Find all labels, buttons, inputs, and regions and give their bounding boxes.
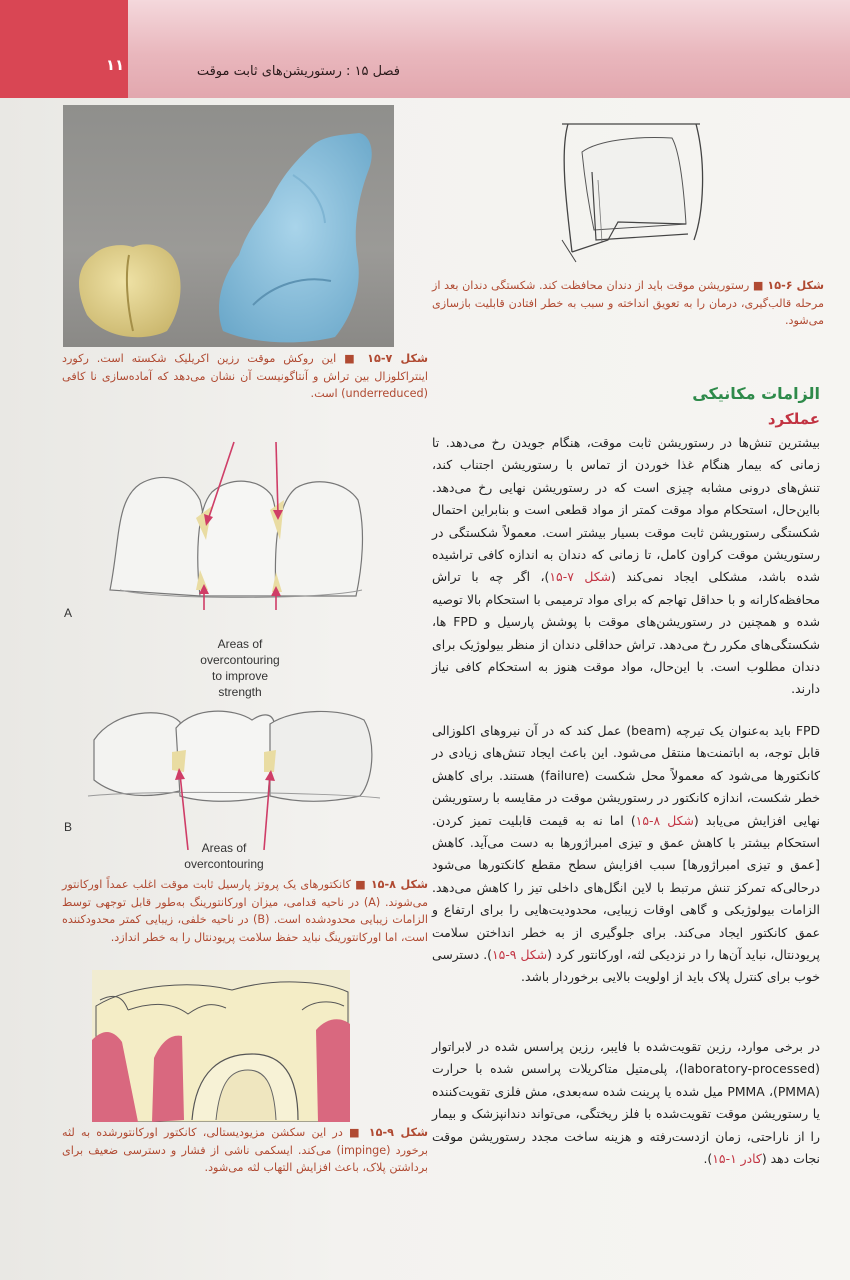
p1-text-b: )، اگر چه با تراش محافظه‌کارانه و با حداقل تهاجم که برای مواد ترمیمی با استحکام بالا توصیه شده و همچنین در رستوریشن‌های موقت با پوشش پارسیل و FPD ها، شکستگی‌های مکرر رخ می‌دهد. تراش حداقلی دندان از منظر بیولوژیک برای دندان مطلوب است. با این‌حال، مواد موقت هنوز به استحکام کافی نیاز دارند. [432, 569, 820, 697]
p2-text-a: FPD باید به‌عنوان یک تیرچه (beam) عمل کند که در آن نیروهای اکلوزالی قابل توجه، به اباتمنت‌ها منتقل می‌شود. این باعث ایجاد تنش‌های زیادی در کانکتورها می‌شود که معمولاً محل شکست (failure) هستند. برای کاهش خطر شکست، اندازه کانکتور در رستوریشن موقت در مقایسه با رستوریشن نهایی افزایش می‌یابد ( [432, 723, 820, 828]
figure-15-7-image [63, 105, 394, 347]
figure-15-8b-annotation [164, 840, 284, 872]
figure-15-8b-drawing [84, 700, 384, 850]
annot-a-line-3: to improve [211, 669, 269, 683]
page-number: ۱۱ [105, 56, 125, 74]
figure-15-8-panel-b: B [63, 820, 72, 834]
section-heading: الزامات مکانیکی [692, 384, 820, 403]
figure-15-6-text: رستوریشن موقت باید از دندان محافظت کند. شکستگی دندان بعد از مرحله قالب‌گیری، درمان را به تعویق انداخته و سبب به خطر افتادن قابلیت بازسازی می‌شود. [432, 279, 824, 328]
figure-15-8-panel-a: A [63, 606, 72, 620]
p2-fig-ref-1[interactable]: شکل ۸-۱۵ [635, 812, 694, 828]
p3-box-ref[interactable]: کادر ۱-۱۵ [712, 1151, 762, 1167]
annot-a-line-1: Areas of [217, 637, 263, 651]
annot-b-line-2: overcontouring [184, 857, 264, 871]
p1-fig-ref[interactable]: شکل ۷-۱۵ [549, 569, 611, 585]
figure-15-9-label: شکل ۹-۱۵ ■ [346, 1126, 428, 1139]
figure-15-6-label: شکل ۶-۱۵ ■ [752, 279, 825, 292]
chapter-title: فصل ۱۵ : رستوریشن‌های ثابت موقت [196, 64, 400, 79]
figure-15-6-drawing [548, 112, 718, 272]
section-subheading: عملکرد [767, 410, 820, 428]
figure-15-8-label: شکل ۸-۱۵ ■ [354, 878, 428, 891]
figure-15-7-text: این روکش موقت رزین اکریلیک شکسته است. رکورد اینتراکلوزال بین تراش و آنتاگونیست آن نشان می‌دهد که آماده‌سازی نا کافی (underreduced) است. [62, 352, 428, 401]
p3-text-a: در برخی موارد، رزین تقویت‌شده با فایبر، رزین پراسس شده در لابراتوار (laboratory-processed)، پلی‌متیل متاکریلات پراسس شده با حرارت (PMMA)، PMMA میل شده یا پرینت شده سه‌بعدی، مش فلزی تقویت‌کننده یا رستوریشن موقت تقویت‌شده با فلز ریختگی، می‌تواند دندانپزشک و بیمار را از ناراحتی، زمان ازدست‌رفته و هزینه ساخت مجدد رستوریشن موقت نجات دهد ( [432, 1039, 821, 1167]
p2-text-c: ). دسترسی خوب برای کنترل پلاک باید از اولویت بالایی برخوردار باشد. [432, 947, 820, 985]
figure-15-7-label: شکل ۷-۱۵ ■ [339, 352, 428, 365]
p3-text-b: ). [703, 1151, 713, 1167]
figure-15-9-drawing [92, 970, 350, 1122]
figure-15-7-caption [62, 350, 428, 403]
p1-text-a: بیشترین تنش‌ها در رستوریشن ثابت موقت، هنگام جویدن رخ می‌دهد. تا زمانی که بیمار هنگام غذا خوردن از تماس با رستوریشن اجتناب کند، تنش‌های درونی مشابه چیزی است که در رستوریشن نهایی رخ می‌دهد. بااین‌حال، استحکام مواد موقت کمتر از مواد قطعی است و بنابراین احتمال شکستگی رستوریشن ثابت موقت بسیار بیشتر است. معمولاً شکستگی در رستوریشن موقت کراون کامل، تا زمانی که دندان به اندازه کافی تراشیده شده باشد، مشکلی ایجاد نمی‌کند ( [432, 435, 820, 585]
paragraph-2 [432, 720, 820, 989]
figure-15-6-caption [432, 277, 824, 330]
page-tab [0, 0, 128, 98]
figure-15-7-photo [63, 105, 394, 347]
figure-15-9-caption [62, 1124, 428, 1177]
annot-a-line-2: overcontouring [200, 653, 280, 667]
figure-15-8a-annotation [180, 636, 300, 700]
figure-15-8-text: کانکتورهای یک پروتز پارسیل ثابت موقت اغلب عمداً اورکانتور می‌شوند. (A) در ناحیه قدامی، میزان اورکانتورینگ به‌طور قابل توجهی توسط الزامات زیبایی محدودشده است. (B) در ناحیه خلفی، زیبایی کمتر محدودکننده است، اما اورکانتورینگ نباید حفظ سلامت پریودنتال را به خطر اندازد. [62, 878, 428, 944]
p2-fig-ref-2[interactable]: شکل ۹-۱۵ [492, 947, 548, 963]
p2-text-b: ) اما نه به قیمت قابلیت تمیز کردن. استحکام بیشتر با کاهش عمق و تیزی امبراژورها به دست می‌آید. کاهش [عمق و تیزی امبراژورها] سبب افزایش سطح مقطع کانکتورها می‌شود درحالی‌که تمرکز تنش مرتبط با لاین انگل‌های داخلی تیز را کاهش می‌دهد. الزامات بیولوژیکی و گاهی اوقات زیبایی، محدودیت‌هایی را برای ارتفاع و عمق کانکتور ایجاد می‌کند. برای جلوگیری از به خطر انداختن سلامت پریودنتال، نباید آن‌ها را در نزدیکی لثه، اورکانتور کرد ( [432, 812, 820, 963]
figure-15-9-text: در این سکشن مزیودیستالی، کانکتور اورکانتورشده به لثه برخورد (impinge) می‌کند. ایسکمی ناشی از فشار و دسترسی ضعیف برای برداشتن پلاک، باعث افزایش التهاب لثه می‌شود. [62, 1126, 428, 1175]
figure-15-8a-drawing [100, 440, 380, 610]
paragraph-1 [432, 432, 820, 701]
figure-15-8-caption [62, 876, 428, 946]
paragraph-3 [432, 1036, 820, 1170]
annot-b-line-1: Areas of [201, 841, 247, 855]
annot-a-line-4: strength [218, 685, 262, 699]
page-header [0, 0, 850, 98]
